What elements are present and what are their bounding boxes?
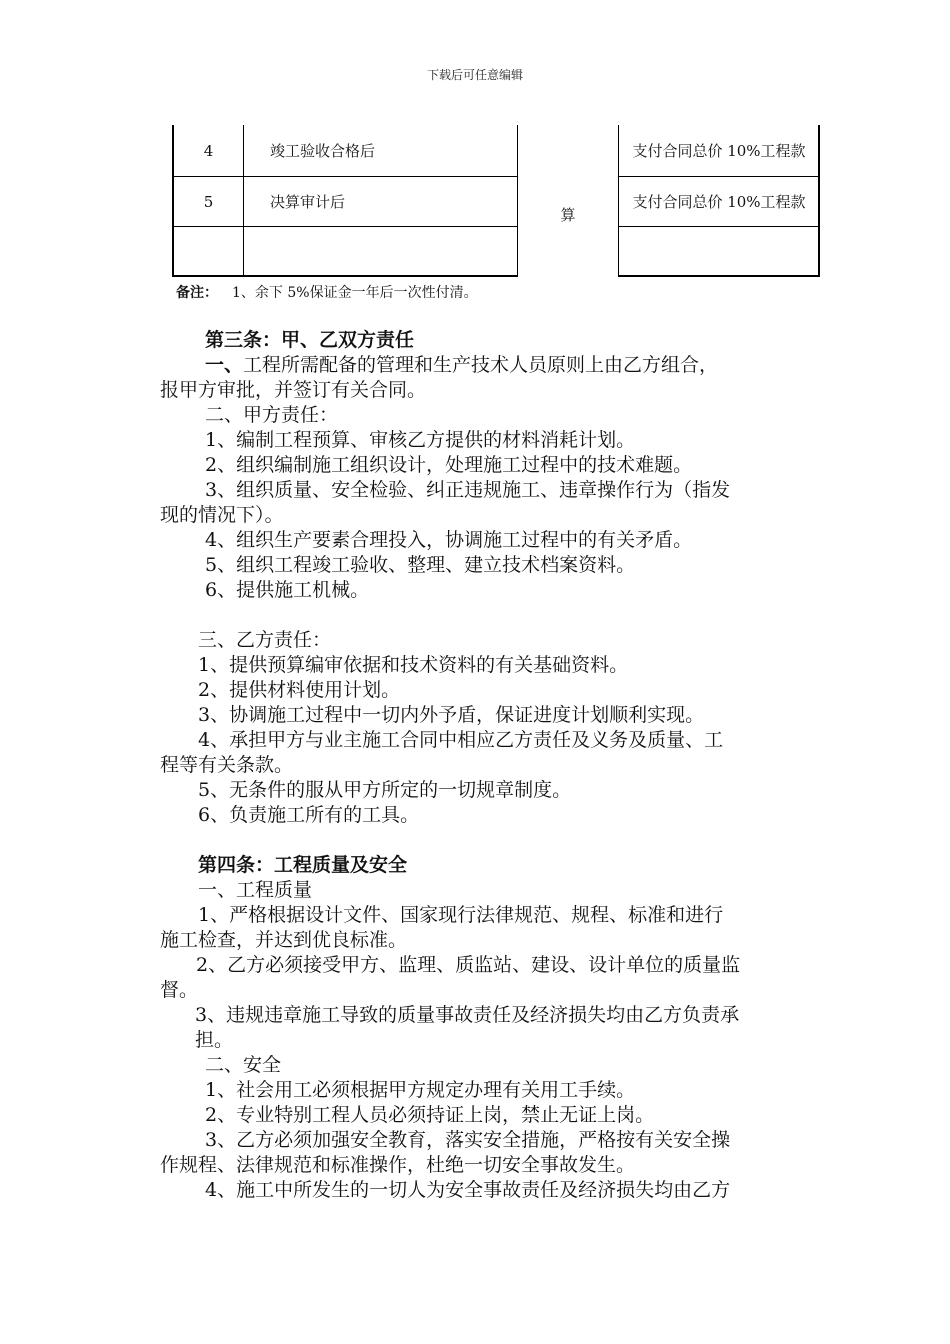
safety-item-cont: 作规程、法律规范和标准操作，杜绝一切安全事故发生。	[160, 1154, 636, 1176]
quality-item: 1、严格根据设计文件、国家现行法律规范、规程、标准和进行	[198, 904, 724, 926]
quality-item: 2、乙方必须接受甲方、监理、质监站、建设、设计单位的质量监	[196, 954, 741, 976]
table-cell-stage: 竣工验收合格后	[270, 141, 376, 160]
party-b-item: 3、协调施工过程中一切内外予盾，保证进度计划顺利实现。	[198, 704, 705, 726]
quality-item-cont: 施工检查，并达到优良标准。	[160, 929, 408, 951]
party-b-item: 4、承担甲方与业主施工合同中相应乙方责任及义务及质量、工	[198, 729, 724, 751]
article4-title: 第四条：工程质量及安全	[198, 854, 408, 876]
party-a-item: 1、编制工程预算、审核乙方提供的材料消耗计划。	[205, 429, 636, 451]
table-cell-stage: 决算审计后	[270, 192, 346, 211]
safety-item: 1、社会用工必须根据甲方规定办理有关用工手续。	[205, 1079, 636, 1101]
party-b-item: 2、提供材料使用计划。	[198, 679, 401, 701]
party-b-item: 1、提供预算编审依据和技术资料的有关基础资料。	[198, 654, 629, 676]
quality-item-cont: 担。	[195, 1029, 234, 1051]
party-a-item: 5、组织工程竣工验收、整理、建立技术档案资料。	[205, 554, 636, 576]
table-cell-payment	[626, 227, 812, 275]
table-cell-payment: 支付合同总价 10%工程款	[632, 192, 806, 211]
remark-label: 备注：	[176, 285, 218, 301]
party-a-item: 3、组织质量、安全检验、纠正违规施工、违章操作行为（指发	[205, 479, 731, 501]
payment-table	[172, 125, 820, 277]
remark	[176, 282, 478, 302]
table-cell-stage	[270, 227, 516, 275]
article3-p1-lead: 一、	[205, 354, 244, 376]
quality-title: 一、工程质量	[198, 879, 313, 901]
article3-p1-line1: 一、工程所需配备的管理和生产技术人员原则上由乙方组合，	[205, 354, 719, 376]
table-merged-cell: 算	[560, 206, 576, 224]
table-cell-no: 4	[203, 141, 214, 160]
header-note: 下载后可任意编辑	[426, 68, 523, 82]
safety-title: 二、安全	[205, 1054, 282, 1076]
party-b-title: 三、乙方责任：	[198, 629, 332, 651]
table-cell-no	[174, 227, 243, 275]
party-a-item: 4、组织生产要素合理投入，协调施工过程中的有关矛盾。	[205, 529, 693, 551]
quality-item-cont: 督。	[160, 979, 199, 1001]
party-a-item-cont: 现的情况下）。	[160, 504, 284, 526]
article3-p1-line2: 报甲方审批，并签订有关合同。	[160, 379, 427, 401]
article3-title: 第三条：甲、乙双方责任	[205, 329, 415, 351]
remark-text: 1、余下 5%保证金一年后一次性付清。	[232, 285, 478, 301]
party-a-title: 二、甲方责任：	[205, 404, 339, 426]
party-a-item: 6、提供施工机械。	[205, 579, 370, 601]
party-b-item: 5、无条件的服从甲方所定的一切规章制度。	[198, 779, 572, 801]
safety-item: 4、施工中所发生的一切人为安全事故责任及经济损失均由乙方	[205, 1179, 731, 1201]
party-b-item: 6、负责施工所有的工具。	[198, 804, 420, 826]
safety-item: 3、乙方必须加强安全教育，落实安全措施，严格按有关安全操	[205, 1129, 731, 1151]
safety-item: 2、专业特别工程人员必须持证上岗，禁止无证上岗。	[205, 1104, 655, 1126]
party-a-item: 2、组织编制施工组织设计，处理施工过程中的技术难题。	[205, 454, 693, 476]
table-cell-no: 5	[203, 192, 214, 211]
party-b-item-cont: 程等有关条款。	[160, 754, 294, 776]
quality-item: 3、违规违章施工导致的质量事故责任及经济损失均由乙方负责承	[195, 1004, 740, 1026]
table-cell-payment: 支付合同总价 10%工程款	[632, 141, 806, 160]
